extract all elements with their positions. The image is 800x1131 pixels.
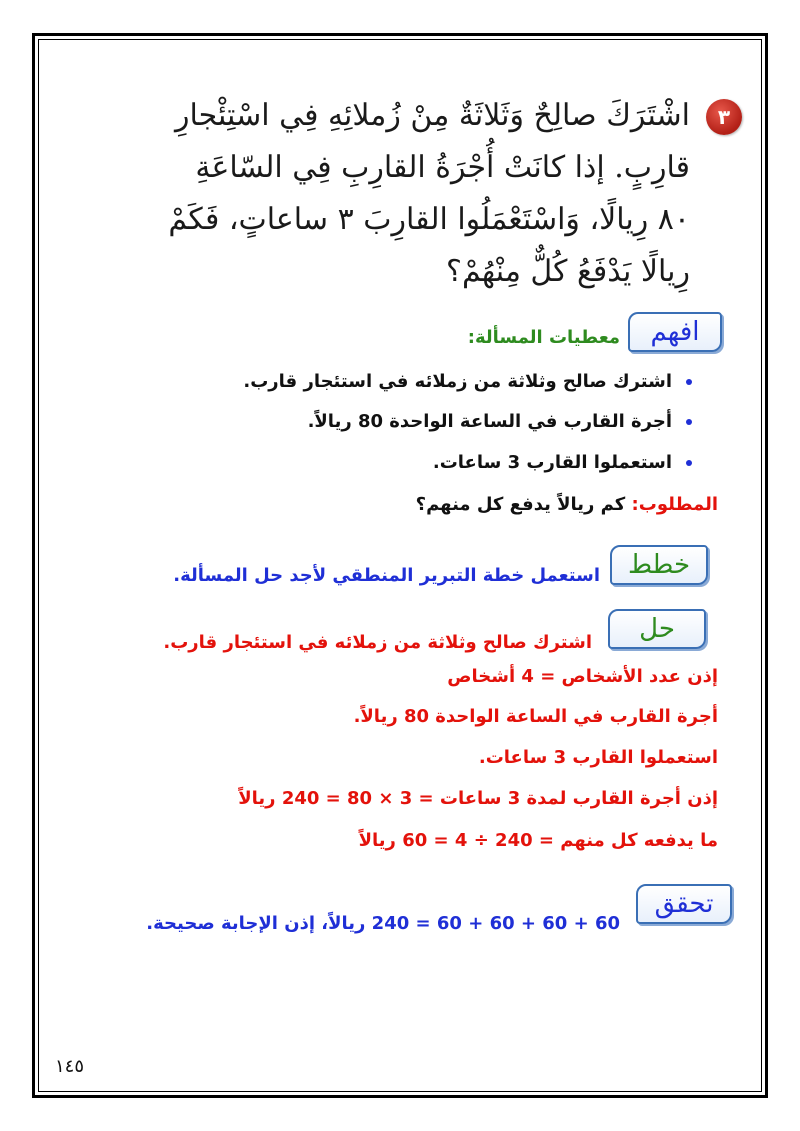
- given-bullet-item: [308, 411, 692, 432]
- problem-line: قارِبٍ. إذا كانَتْ أُجْرَةُ القارِبِ فِي السّاعَةِ: [195, 150, 690, 185]
- problem-line: رِيالًا يَدْفَعُ كُلٌّ مِنْهُمْ؟: [446, 254, 690, 289]
- problem-number-badge: ٣: [706, 99, 742, 135]
- solve-tag: حل: [608, 609, 706, 649]
- required-text: كم ريالاً يدفع كل منهم؟: [415, 494, 626, 515]
- plan-tag: خطط: [610, 545, 708, 585]
- given-bullet-item: [243, 371, 692, 392]
- given-text: استعملوا القارب 3 ساعات.: [432, 452, 672, 473]
- check-text: 60 + 60 + 60 + 60 = 240 ريالاً، إذن الإجابة صحيحة.: [146, 913, 620, 934]
- solve-line: ما يدفعه كل منهم = 240 ÷ 4 = 60 ريالاً: [358, 830, 718, 851]
- solve-line: استعملوا القارب 3 ساعات.: [478, 747, 718, 768]
- given-text: أجرة القارب في الساعة الواحدة 80 ريالاً.: [307, 411, 672, 432]
- page-number: ١٤٥: [55, 1056, 85, 1077]
- problem-line: ٨٠ رِيالًا، وَاسْتَعْمَلُوا القارِبَ ٣ ساعاتٍ، فَكَمْ: [168, 202, 690, 237]
- bullet-icon: [686, 379, 692, 385]
- plan-text: استعمل خطة التبرير المنطقي لأجد حل المسألة.: [173, 565, 600, 586]
- solve-line: إذن أجرة القارب لمدة 3 ساعات = 3 × 80 = 240 ريالاً: [238, 788, 718, 809]
- bullet-icon: [686, 419, 692, 425]
- required-line: [416, 494, 718, 515]
- problem-line: اشْتَرَكَ صالِحٌ وَثَلاثَةٌ مِنْ زُملائِهِ فِي اسْتِئْجارِ: [174, 98, 690, 133]
- givens-heading: معطيات المسألة:: [467, 327, 620, 348]
- given-bullet-item: [433, 452, 692, 473]
- understand-tag: افهم: [628, 312, 722, 352]
- solve-line: اشترك صالح وثلاثة من زملائه في استئجار قارب.: [163, 632, 592, 653]
- solve-line: أجرة القارب في الساعة الواحدة 80 ريالاً.: [353, 706, 718, 727]
- given-text: اشترك صالح وثلاثة من زملائه في استئجار قارب.: [243, 371, 672, 392]
- check-tag: تحقق: [636, 884, 732, 924]
- solve-line: إذن عدد الأشخاص = 4 أشخاص: [447, 666, 718, 687]
- bullet-icon: [686, 460, 692, 466]
- required-label: المطلوب:: [631, 494, 718, 515]
